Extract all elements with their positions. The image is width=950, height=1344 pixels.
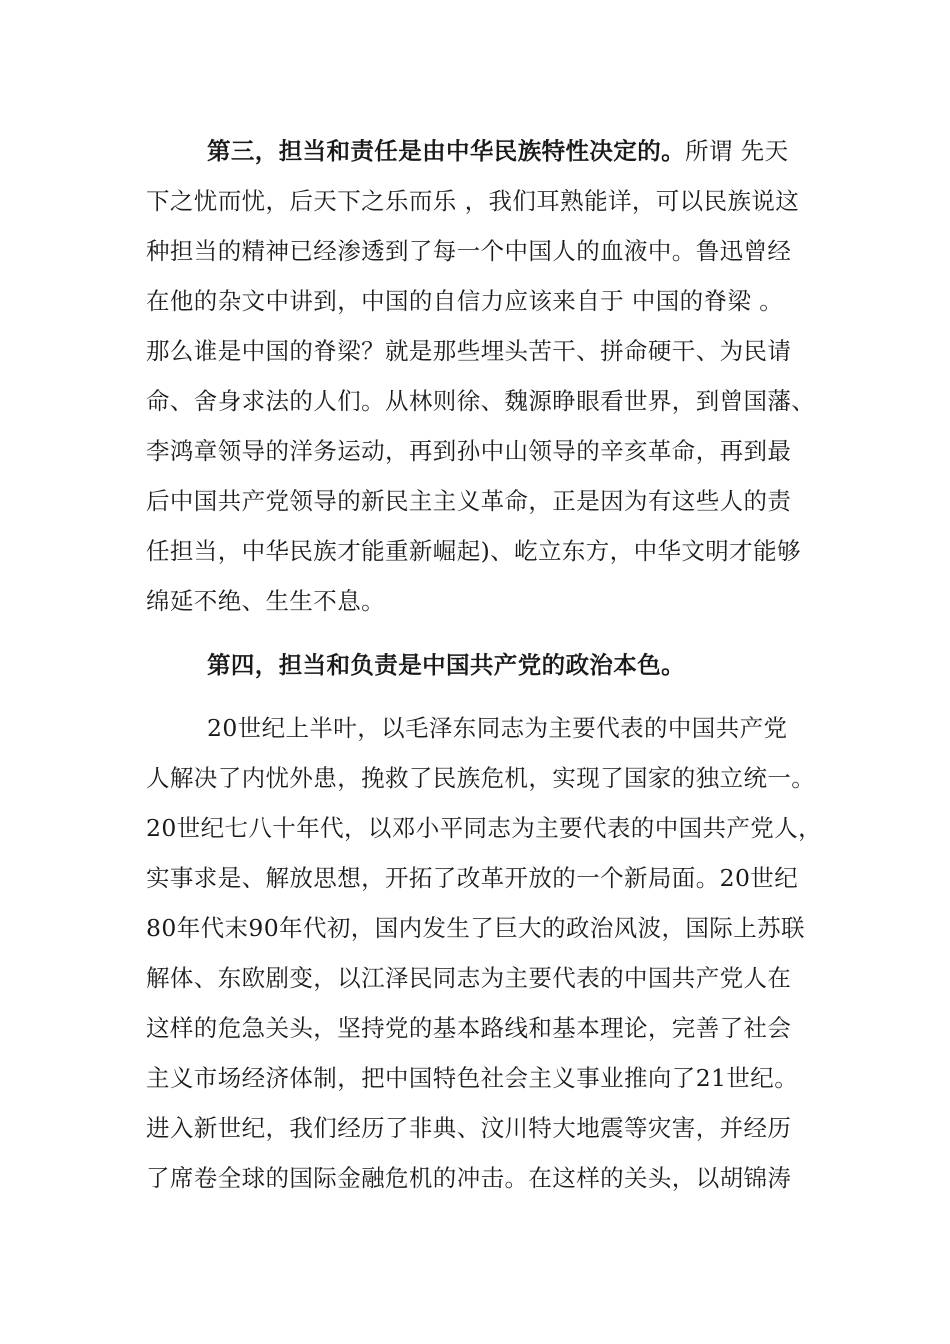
paragraph-3-line-8: 后中国共产党领导的新民主主义革命，正是因为有这些人的责 bbox=[146, 487, 792, 515]
paragraph-3-line-9: 任担当，中华民族才能重新崛起)、屹立东方，中华文明才能够 bbox=[146, 537, 801, 565]
paragraph-3-line-1 bbox=[207, 131, 877, 171]
paragraph-5-line-2: 人解决了内忧外患，挽救了民族危机，实现了国家的独立统一。 bbox=[146, 764, 816, 792]
paragraph-3-line-3: 种担当的精神已经渗透到了每一个中国人的血液中。鲁迅曾经 bbox=[146, 237, 792, 265]
paragraph-5-line-6: 解体、东欧剧变，以江泽民同志为主要代表的中国共产党人在 bbox=[146, 964, 792, 992]
paragraph-5-line-1: 20世纪上半叶，以毛泽东同志为主要代表的中国共产党 bbox=[207, 714, 788, 742]
paragraph-3-line-4: 在他的杂文中讲到，中国的自信力应该来自于 中国的脊梁 。 bbox=[146, 287, 784, 315]
paragraph-5-line-9: 进入新世纪，我们经历了非典、汶川特大地震等灾害，并经历 bbox=[146, 1114, 792, 1142]
paragraph-5-line-8: 主义市场经济体制，把中国特色社会主义事业推向了21世纪。 bbox=[146, 1064, 799, 1092]
paragraph-3-line-1-rest: 所谓 先天 bbox=[685, 137, 789, 165]
paragraph-5-line-3: 20世纪七八十年代，以邓小平同志为主要代表的中国共产党人， bbox=[146, 814, 823, 842]
paragraph-5-line-10: 了席卷全球的国际金融危机的冲击。在这样的关头，以胡锦涛 bbox=[146, 1164, 792, 1192]
paragraph-3-heading: 第三，担当和责任是由中华民族特性决定的。 bbox=[207, 137, 685, 165]
paragraph-4-heading: 第四，担当和负责是中国共产党的政治本色。 bbox=[207, 651, 685, 679]
paragraph-3-line-6: 命、舍身求法的人们。从林则徐、魏源睁眼看世界，到曾国藩、 bbox=[146, 387, 816, 415]
paragraph-3-line-2: 下之忧而忧，后天下之乐而乐 ，我们耳熟能详，可以民族说这 bbox=[146, 187, 800, 215]
paragraph-3-line-5: 那么谁是中国的脊梁？就是那些埋头苦干、拼命硬干、为民请 bbox=[146, 337, 792, 365]
paragraph-5-line-5: 80年代末90年代初，国内发生了巨大的政治风波，国际上苏联 bbox=[146, 914, 805, 942]
paragraph-3-line-10: 绵延不绝、生生不息。 bbox=[146, 587, 385, 615]
paragraph-5-line-4: 实事求是、解放思想，开拓了改革开放的一个新局面。20世纪 bbox=[146, 864, 799, 892]
paragraph-3-line-7: 李鸿章领导的洋务运动，再到孙中山领导的辛亥革命，再到最 bbox=[146, 437, 792, 465]
paragraph-5-line-7: 这样的危急关头，坚持党的基本路线和基本理论，完善了社会 bbox=[146, 1014, 792, 1042]
